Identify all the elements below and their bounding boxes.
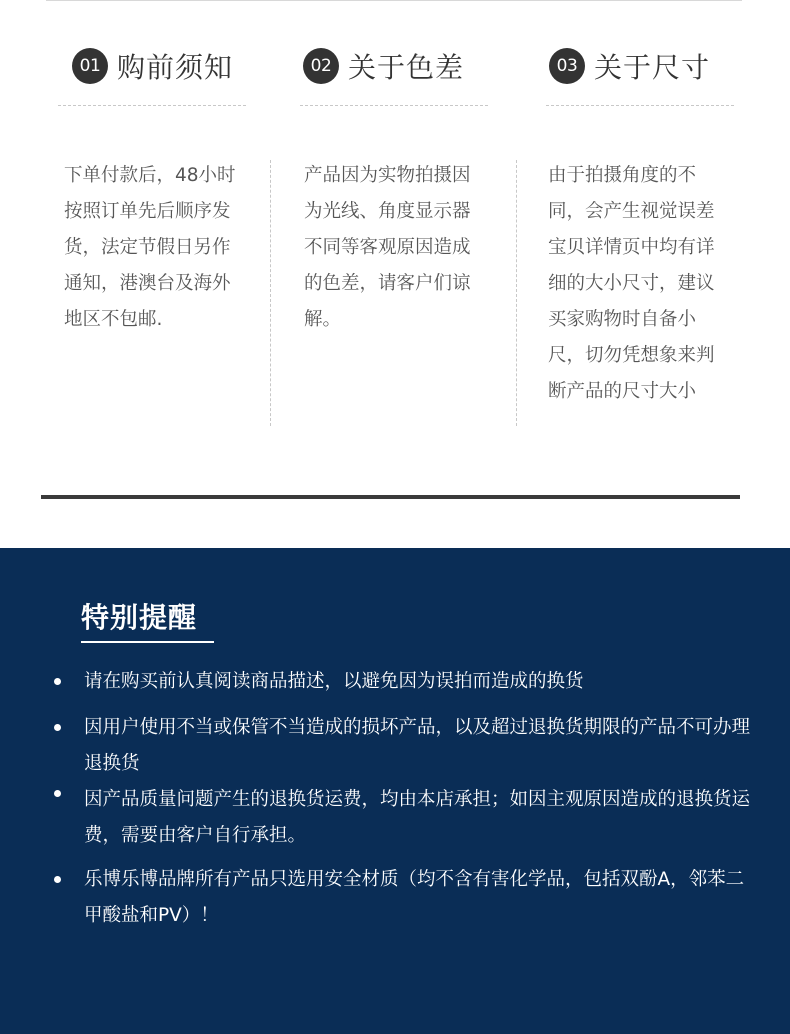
notice-item-text: 因产品质量问题产生的退换货运费，均由本店承担；如因主观原因造成的退换货运费，需要由客户自行承担。 (84, 789, 751, 846)
notice-item-text: 因用户使用不当或保管不当造成的损坏产品，以及超过退换货期限的产品不可办理退换货 (84, 717, 751, 774)
note-text: 产品因为实物拍摄因为光线、角度显示器不同等客观原因造成的色差，请客户们谅解。 (304, 165, 471, 330)
note-header (72, 46, 233, 86)
note-header (303, 46, 464, 86)
note-title: 购前须知 (117, 51, 234, 84)
bullet-icon (54, 876, 61, 883)
note-title: 关于尺寸 (594, 51, 711, 84)
note-title: 关于色差 (348, 51, 465, 84)
dashed-divider (546, 105, 734, 106)
section-divider (41, 495, 740, 499)
notice-title: 特别提醒 (81, 601, 198, 634)
bullet-icon (54, 790, 61, 797)
special-notice-panel (0, 548, 790, 1034)
note-text: 下单付款后，48小时按照订单先后顺序发货，法定节假日另作通知，港澳台及海外地区不包邮. (64, 165, 236, 330)
note-text: 由于拍摄角度的不同，会产生视觉误差宝贝详情页中均有详细的大小尺寸，建议买家购物时自备小尺，切勿凭想象来判断产品的尺寸大小 (548, 165, 715, 402)
title-underline (81, 641, 214, 643)
dashed-divider (58, 105, 246, 106)
column-separator (270, 160, 271, 426)
bullet-icon (54, 724, 61, 731)
number-badge: 02 (303, 48, 339, 84)
bullet-icon (54, 678, 61, 685)
top-divider (46, 0, 742, 1)
column-separator (516, 160, 517, 426)
notice-item-text: 请在购买前认真阅读商品描述，以避免因为误拍而造成的换货 (84, 671, 584, 692)
number-badge: 03 (549, 48, 585, 84)
dashed-divider (300, 105, 488, 106)
note-header (549, 46, 710, 86)
notice-item-text: 乐博乐博品牌所有产品只选用安全材质（均不含有害化学品，包括双酚A，邻苯二甲酸盐和PV）！ (84, 869, 745, 926)
number-badge: 01 (72, 48, 108, 84)
